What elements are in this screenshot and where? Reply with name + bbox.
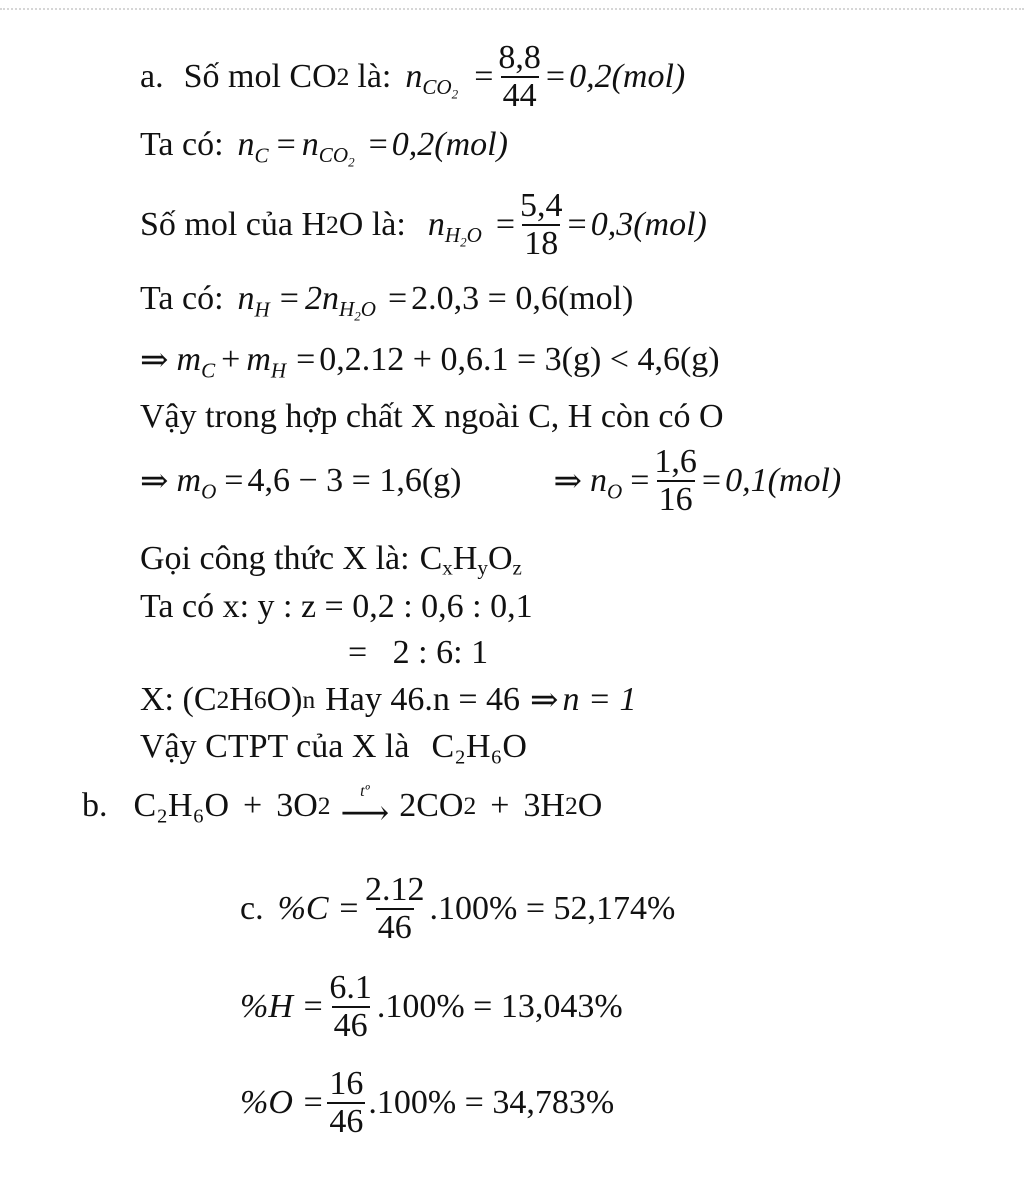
h2o-fraction: $\frac{5,4}{18}$ [520, 187, 563, 262]
implies-icon: ⇒ [530, 682, 559, 719]
co2-result: 0,2(mol) [569, 57, 686, 95]
mass-expr: 0,2.12 + 0,6.1 = 3(g) < 4,6(g) [319, 341, 720, 378]
mo-expr: 4,6 − 3 = 1,6(g) [247, 461, 462, 499]
h2o-intro-end: O là: [338, 205, 406, 243]
co2-intro-end: là: [357, 57, 392, 95]
page-top-border [0, 8, 1024, 10]
h2o-result: 0,3(mol) [590, 205, 707, 243]
ph-fraction: $\frac{6.1}{46}$ [329, 969, 372, 1044]
part-a-label: a. [140, 57, 164, 95]
ctpt-formula: C₂H₆O [431, 728, 527, 765]
oxygen-line: ⇒ $m_O$ = 4,6 − 3 = 1,6(g) ⇒ $n_O$ = $\frac{1,6}{16}$ = 0,1(mol) [140, 443, 842, 518]
mass-sum-line: ⇒ $m_C$ + $m_H$ = 0,2.12 + 0,6.1 = 3(g) < 4,6(g) [140, 341, 720, 383]
nh-intro: Ta có: [140, 280, 224, 317]
h2o-moles-line: Số mol của H 2 O là: $n_{H_2O}$ = $\frac{5,4}{18}$ = 0,3(mol) [140, 187, 707, 262]
implies-icon: ⇒ [140, 462, 169, 500]
co2-fraction: $\frac{8,8}{44}$ [498, 39, 541, 114]
percent-o-line: %O = $\frac{16}{46}$ .100% = 34,783% [240, 1065, 615, 1140]
formula-line: Gọi công thức X là: $C_xH_yO_z$ [140, 540, 522, 580]
ratio-line-2: = 2 : 6: 1 [348, 634, 489, 671]
co2-moles-line: a. Số mol CO 2 là: $n_{CO_2}$ = $\frac{8,8}{44}$ = 0,2(mol) [140, 39, 686, 114]
conclusion-line: Vậy trong hợp chất X ngoài C, H còn có O [140, 398, 724, 435]
nc-line: Ta có: $n_C$ = $n_{CO_2}$ = 0,2(mol) [140, 126, 508, 170]
nh-line: Ta có: $n_H$ = $2n_{H_2O}$ = 2.0,3 = 0,6(mol) [140, 280, 634, 324]
reaction-arrow-icon: tº ⟶ [340, 783, 390, 832]
co2-intro: Số mol CO [183, 57, 337, 95]
x-formula-line: X: (C 2 H 6 O) n Hay 46.n = 46 ⇒ n = 1 [140, 681, 637, 719]
no-fraction: $\frac{1,6}{16}$ [654, 443, 697, 518]
po-fraction: $\frac{16}{46}$ [329, 1065, 364, 1140]
h2o-intro: Số mol của H [140, 205, 327, 243]
percent-c-line: c. %C = $\frac{2.12}{46}$ .100% = 52,174% [240, 871, 676, 946]
implies-icon: ⇒ [140, 342, 169, 379]
nh-expr: 2.0,3 = 0,6(mol) [411, 280, 634, 317]
pc-fraction: $\frac{2.12}{46}$ [365, 871, 425, 946]
no-result: 0,1(mol) [725, 461, 842, 499]
implies-icon: ⇒ [553, 462, 582, 500]
part-c-label: c. [240, 889, 264, 927]
ratio-line-1: Ta có x: y : z = 0,2 : 0,6 : 0,1 [140, 588, 533, 625]
nc-intro: Ta có: [140, 126, 224, 163]
ctpt-line: Vậy CTPT của X là C₂H₆O [140, 728, 527, 765]
reaction-line: b. C₂H₆O + 3O 2 tº ⟶ 2CO 2 + 3H 2 O [82, 783, 603, 832]
percent-h-line: %H = $\frac{6.1}{46}$ .100% = 13,043% [240, 969, 623, 1044]
reactant-1: C₂H₆O [133, 786, 229, 824]
part-b-label: b. [82, 786, 108, 824]
nc-result: 0,2(mol) [391, 126, 508, 163]
